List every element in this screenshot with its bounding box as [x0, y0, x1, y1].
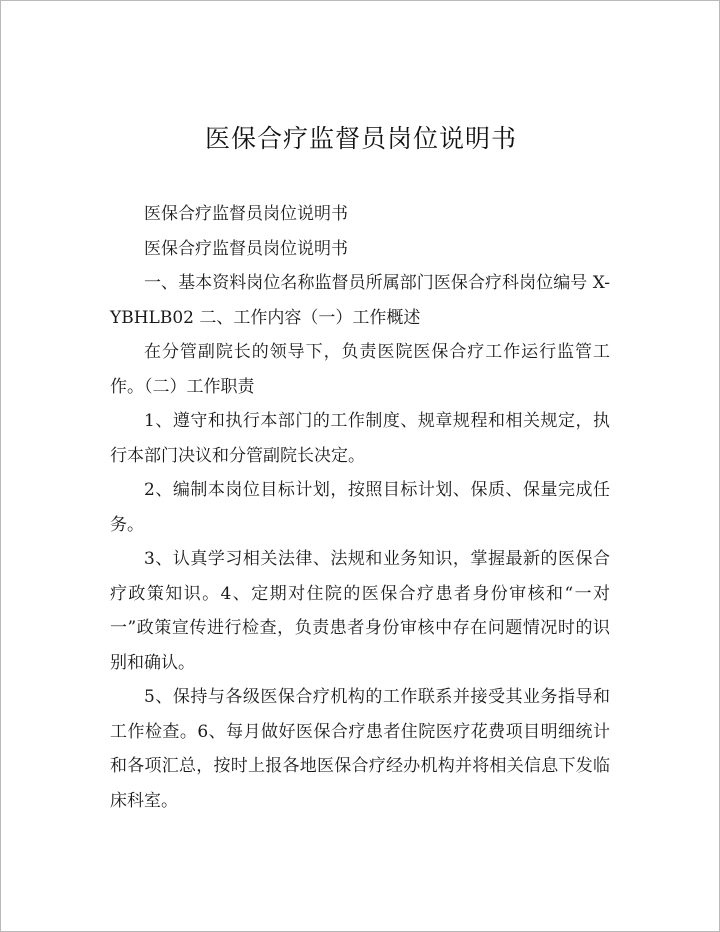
paragraph-4: 在分管副院长的领导下，负责医院医保合疗工作运行监管工作。（二）工作职责 [110, 342, 610, 397]
paragraph-5: 1、遵守和执行本部门的工作制度、规章规程和相关规定，执行本部门决议和分管副院长决定。 [110, 411, 610, 466]
paragraph-6: 2、编制本岗位目标计划，按照目标计划、保质、保量完成任务。 [110, 480, 610, 535]
paragraph-8: 5、保持与各级医保合疗机构的工作联系并接受其业务指导和工作检查。6、每月做好医保合疗患者住院医疗花费项目明细统计和各项汇总，按时上报各地医保合疗经办机构并将相关信息下发临床科室。 [110, 687, 610, 811]
document-body [110, 197, 610, 818]
paragraph-1: 医保合疗监督员岗位说明书 [144, 204, 348, 224]
paragraph-7: 3、认真学习相关法律、法规和业务知识，掌握最新的医保合疗政策知识。4、定期对住院的医保合疗患者身份审核和“一对一”政策宣传进行检查，负责患者身份审核中存在问题情况时的识别和确认。 [110, 549, 610, 673]
paragraph-2: 医保合疗监督员岗位说明书 [144, 238, 348, 259]
paragraph-3: 一、基本资料岗位名称监督员所属部门医保合疗科岗位编号 X-YBHLB02 二、工作内容（一）工作概述 [110, 273, 610, 328]
document-title: 医保合疗监督员岗位说明书 [204, 124, 517, 153]
